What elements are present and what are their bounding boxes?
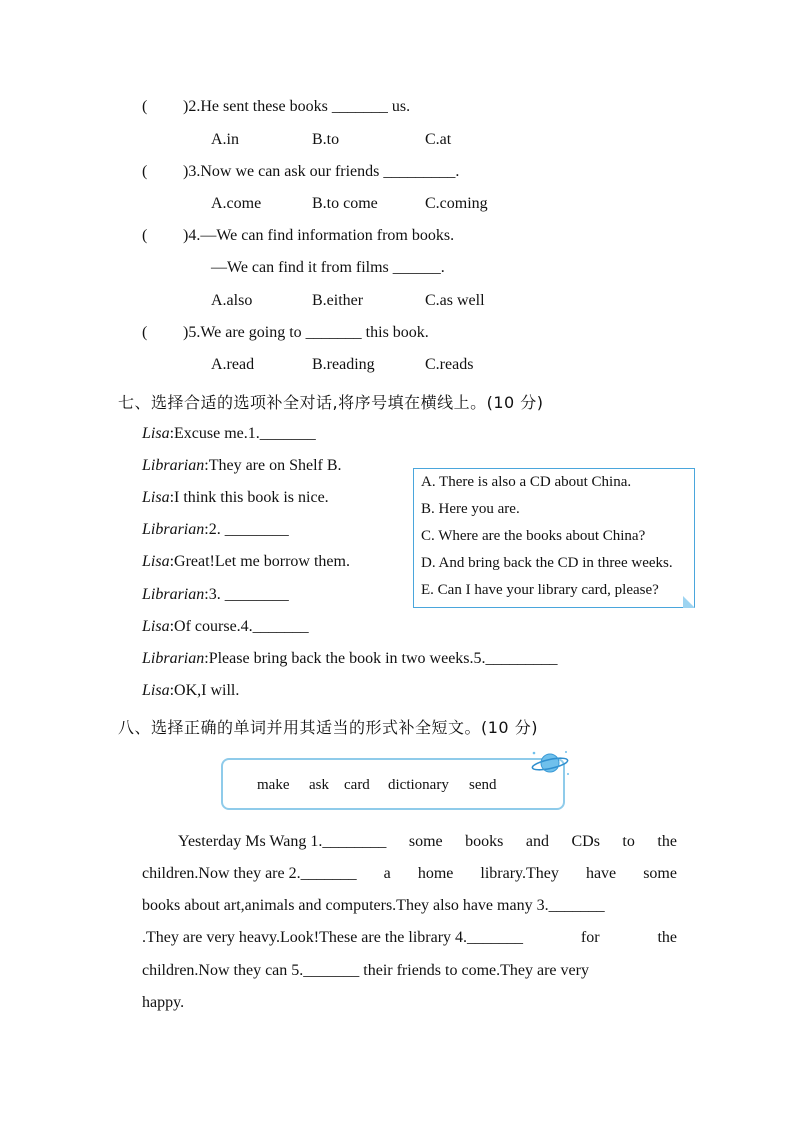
passage-line: .They are very heavy.Look!These are the library 4._______ for the	[142, 929, 677, 946]
dialogue-line: Lisa:OK,I will.	[142, 682, 240, 699]
dialogue-line: Lisa:Of course.4._______	[142, 618, 309, 635]
option-line: C. Where are the books about China?	[421, 528, 646, 544]
question-text-line2: —We can find it from films ______.	[211, 259, 445, 276]
option-b: B.to come	[312, 195, 378, 212]
option-line: A. There is also a CD about China.	[421, 474, 632, 490]
section-8-heading: 八、选择正确的单词并用其适当的形式补全短文。(10 分)	[118, 718, 538, 737]
word-bank-item: card	[344, 777, 370, 793]
option-a: A.in	[211, 131, 239, 148]
option-a: A.read	[211, 356, 255, 373]
option-c: C.coming	[425, 195, 488, 212]
word-bank	[221, 758, 565, 810]
dialogue-line: Librarian:2. ________	[142, 521, 289, 538]
passage-line: children.Now they can 5._______ their friends to come.They are very	[142, 962, 589, 979]
question-text: )2.He sent these books _______ us.	[183, 98, 411, 115]
answer-paren-open: (	[142, 324, 148, 341]
options-box	[413, 468, 695, 608]
option-c: C.at	[425, 131, 452, 148]
question-text: )4.—We can find information from books.	[183, 227, 455, 244]
option-b: B.reading	[312, 356, 375, 373]
word-bank-item: dictionary	[388, 777, 449, 793]
dialogue-line: Librarian:They are on Shelf B.	[142, 457, 342, 474]
page-fold-corner	[683, 596, 695, 608]
option-a: A.also	[211, 292, 253, 309]
dialogue-line: Librarian:Please bring back the book in two weeks.5._________	[142, 650, 558, 667]
word-bank-item: ask	[309, 777, 329, 793]
option-c: C.reads	[425, 356, 474, 373]
option-line: E. Can I have your library card, please?	[421, 582, 659, 598]
passage-line: children.Now they are 2._______ a home library.They have some	[142, 865, 677, 882]
dialogue-line: Lisa:Excuse me.1._______	[142, 425, 316, 442]
passage-line: happy.	[142, 994, 185, 1011]
planet-icon	[528, 748, 572, 778]
answer-paren-open: (	[142, 227, 148, 244]
option-line: B. Here you are.	[421, 501, 520, 517]
word-bank-item: send	[469, 777, 497, 793]
option-line: D. And bring back the CD in three weeks.	[421, 555, 673, 571]
answer-paren-open: (	[142, 163, 148, 180]
option-c: C.as well	[425, 292, 485, 309]
option-a: A.come	[211, 195, 262, 212]
answer-paren-open: (	[142, 98, 148, 115]
dialogue-line: Lisa:Great!Let me borrow them.	[142, 553, 350, 570]
section-7-heading: 七、选择合适的选项补全对话,将序号填在横线上。(10 分)	[118, 393, 544, 412]
dialogue-line: Librarian:3. ________	[142, 586, 289, 603]
dialogue-line: Lisa:I think this book is nice.	[142, 489, 329, 506]
option-b: B.either	[312, 292, 364, 309]
question-text: )3.Now we can ask our friends _________.	[183, 163, 460, 180]
word-bank-item: make	[257, 777, 290, 793]
passage-line: books about art,animals and computers.They also have many 3._______	[142, 897, 605, 914]
passage-line: Yesterday Ms Wang 1.________ some books and CDs to the	[178, 833, 677, 850]
question-text: )5.We are going to _______ this book.	[183, 324, 429, 341]
option-b: B.to	[312, 131, 340, 148]
